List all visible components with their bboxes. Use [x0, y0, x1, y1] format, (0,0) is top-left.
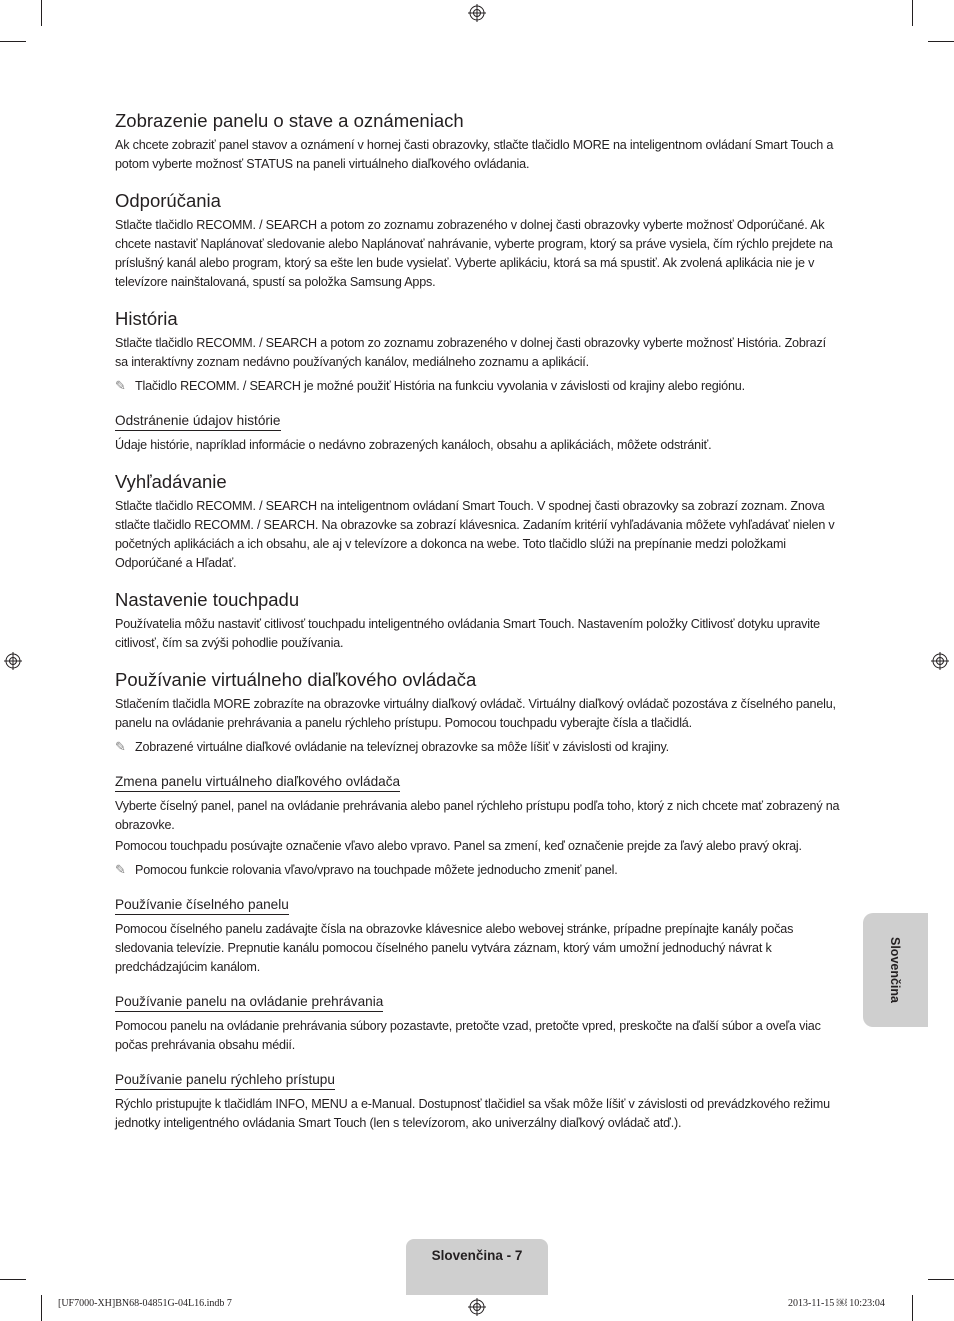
section-heading: Zobrazenie panelu o stave a oznámeniach	[115, 110, 464, 131]
section-paragraph: Stlačením tlačidla MORE zobrazíte na obrazovke virtuálny diaľkový ovládač. Virtuálny diaľkový ovládač pozostáva z číselného panelu, panelu na ovládanie prehrávania a panelu rýchleho prístupu. Pomocou touchpadu vyberajte čísla a tlačidlá.	[115, 697, 836, 730]
section-paragraph: Používatelia môžu nastaviť citlivosť touchpadu inteligentného ovládania Smart Touch. Nastavením položky Citlivosť dotyku upravite citlivosť, čím sa zvýši pohodlie používania.	[115, 617, 820, 650]
section-heading: História	[115, 308, 178, 329]
page-number-tab	[406, 1239, 548, 1295]
subsection-heading: Používanie panelu rýchleho prístupu	[115, 1071, 335, 1090]
language-side-tab-label: Slovenčina	[888, 937, 902, 1003]
section-paragraph: Rýchlo pristupujte k tlačidlám INFO, MENU a e-Manual. Dostupnosť tlačidiel sa však môže líšiť v závislosti od prevádzkového režimu jednotky inteligentného ovládania Smart Touch (len s televízorom, ako univerzálny diaľkový ovládač atď.).	[115, 1097, 830, 1130]
registration-target-icon	[468, 4, 486, 22]
crop-mark	[0, 41, 26, 42]
crop-mark	[928, 41, 954, 42]
crop-mark	[912, 0, 913, 26]
note-text: Tlačidlo RECOMM. / SEARCH je možné použiť História na funkciu vyvolania v závislosti od krajiny alebo regiónu.	[135, 379, 745, 393]
section-paragraph: Stlačte tlačidlo RECOMM. / SEARCH a potom zo zoznamu zobrazeného v dolnej časti obrazovky vyberte možnosť História. Zobrazí sa interaktívny zoznam nedávno používaných kanálov, mediálneho zoznamu a aplikácií.	[115, 336, 826, 369]
section-paragraph: Pomocou touchpadu posúvajte označenie vľavo alebo vpravo. Panel sa zmení, keď označenie prejde za ľavý alebo pravý okraj.	[115, 839, 802, 853]
print-footer-right: 2013-11-15 ￼ 10:23:04	[788, 1298, 885, 1309]
registration-target-icon	[4, 652, 22, 670]
pencil-note-icon: ✎	[115, 378, 126, 393]
subsection-heading: Používanie číselného panelu	[115, 896, 289, 915]
note	[115, 860, 840, 880]
note-text: Pomocou funkcie rolovania vľavo/vpravo na touchpade môžete jednoducho zmeniť panel.	[135, 863, 618, 877]
pencil-note-icon: ✎	[115, 862, 126, 877]
registration-target-icon	[931, 652, 949, 670]
crop-mark	[928, 1279, 954, 1280]
section-paragraph: Pomocou číselného panelu zadávajte čísla na obrazovke klávesnice alebo webovej stránke, prípadne prepínajte kanály počas sledovania televízie. Prepnutie kanálu pomocou číselného panelu vytvára záznam, ktorý vám umožní jednoduchý návrat k predchádzajúcim kanálom.	[115, 922, 794, 974]
section-heading: Používanie virtuálneho diaľkového ovládača	[115, 669, 477, 690]
section-heading: Odporúčania	[115, 190, 221, 211]
subsection-heading: Používanie panelu na ovládanie prehrávania	[115, 993, 383, 1012]
page-number-label: Slovenčina - 7	[431, 1248, 523, 1263]
page-content	[115, 108, 840, 1133]
crop-mark	[0, 1279, 26, 1280]
section-paragraph: Stlačte tlačidlo RECOMM. / SEARCH a potom zo zoznamu zobrazeného v dolnej časti obrazovky vyberte možnosť Odporúčané. Ak chcete nastaviť Naplánovať sledovanie alebo Naplánovať nahrávanie, vyberte program, ktorý sa práve vysiela, čím rýchlo prejdete na príslušný kanál alebo program, ktorý sa ešte len bude vysielať. Vyberte aplikáciu, ktorá sa má spustiť. Ak zvolená aplikácia nie je v televízore nainštalovaná, spustí sa položka Samsung Apps.	[115, 218, 833, 289]
note	[115, 376, 840, 396]
crop-mark	[912, 1295, 913, 1321]
crop-mark	[41, 1295, 42, 1321]
section-heading: Vyhľadávanie	[115, 471, 227, 492]
registration-target-icon	[468, 1298, 486, 1316]
section-paragraph: Vyberte číselný panel, panel na ovládanie prehrávania alebo panel rýchleho prístupu podľa toho, ktorý z nich chcete mať zobrazený na obrazovke.	[115, 799, 840, 832]
subsection-heading: Zmena panelu virtuálneho diaľkového ovládača	[115, 773, 400, 792]
print-footer-left: [UF7000-XH]BN68-04851G-04L16.indb 7	[58, 1298, 232, 1309]
crop-mark	[41, 0, 42, 26]
note	[115, 737, 840, 757]
section-paragraph: Ak chcete zobraziť panel stavov a oznámení v hornej časti obrazovky, stlačte tlačidlo MORE na inteligentnom ovládaní Smart Touch a potom vyberte možnosť STATUS na paneli virtuálneho diaľkového ovládania.	[115, 138, 834, 171]
section-paragraph: Údaje histórie, napríklad informácie o nedávno zobrazených kanáloch, obsahu a aplikáciách, môžete odstrániť.	[115, 438, 712, 452]
pencil-note-icon: ✎	[115, 739, 126, 754]
section-heading: Nastavenie touchpadu	[115, 589, 300, 610]
language-side-tab	[863, 913, 928, 1027]
section-paragraph: Stlačte tlačidlo RECOMM. / SEARCH na inteligentnom ovládaní Smart Touch. V spodnej časti obrazovky sa zobrazí zoznam. Znova stlačte tlačidlo RECOMM. / SEARCH. Na obrazovke sa zobrazí klávesnica. Zadaním kritérií vyhľadávania môžete vyhľadávať nielen v početných aplikáciách a ich obsahu, ale aj v televízore a dokonca na webe. Toto tlačidlo slúži na prepínanie medzi položkami Odporúčané a Hľadať.	[115, 499, 835, 570]
section-paragraph: Pomocou panelu na ovládanie prehrávania súbory pozastavte, pretočte vzad, pretočte vpred, preskočte na ďalší súbor a oveľa viac počas prehrávania obsahu médií.	[115, 1019, 821, 1052]
subsection-heading: Odstránenie údajov histórie	[115, 412, 281, 431]
note-text: Zobrazené virtuálne diaľkové ovládanie na televíznej obrazovke sa môže líšiť v závislosti od krajiny.	[135, 740, 669, 754]
